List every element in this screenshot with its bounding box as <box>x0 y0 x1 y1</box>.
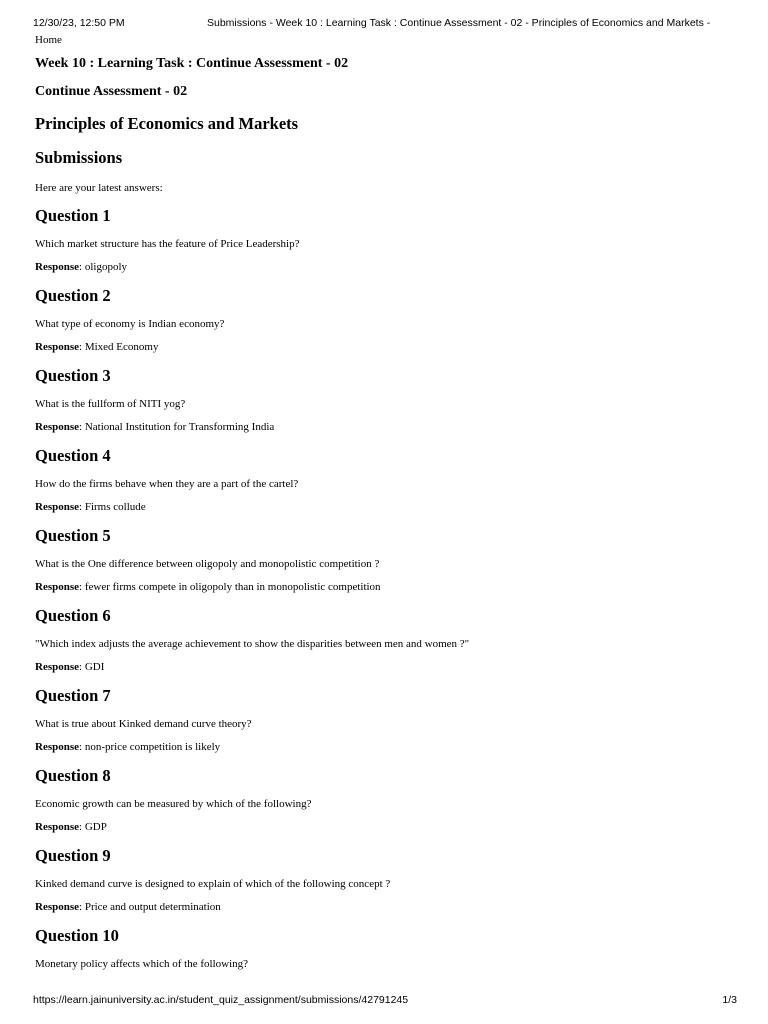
response-label: Response <box>35 421 80 433</box>
question-response: Response: Mixed Economy <box>35 341 159 353</box>
print-header <box>33 17 748 31</box>
question-text: What is true about Kinked demand curve theory? <box>35 718 252 730</box>
response-label: Response <box>35 901 80 913</box>
question-text: What is the fullform of NITI yog? <box>35 398 186 410</box>
response-label: Response <box>35 661 80 673</box>
response-label: Response <box>35 261 80 273</box>
question-title: Question 4 <box>35 446 111 465</box>
question-response: Response: National Institution for Transforming India <box>35 421 275 433</box>
questions-list <box>35 207 735 971</box>
question-title: Question 10 <box>35 926 119 945</box>
print-page-number: 1/3 <box>722 994 737 1006</box>
response-value: Price and output determination <box>84 901 221 913</box>
week-heading: Week 10 : Learning Task : Continue Assessment - 02 <box>35 56 349 71</box>
breadcrumb-home-link[interactable]: Home <box>35 34 62 46</box>
question-text: "Which index adjusts the average achievement to show the disparities between men and women ?" <box>35 638 470 650</box>
question-block <box>35 847 735 914</box>
question-block <box>35 927 735 971</box>
intro-text: Here are your latest answers: <box>35 182 163 194</box>
course-heading: Principles of Economics and Markets <box>35 114 299 133</box>
response-value: Firms collude <box>84 501 146 513</box>
question-response: Response: non-price competition is likely <box>35 741 221 753</box>
print-footer <box>33 994 737 1008</box>
question-response: Response: GDP <box>35 821 107 833</box>
response-value: fewer firms compete in oligopoly than in monopolistic competition <box>84 581 381 593</box>
submissions-heading: Submissions <box>35 148 123 167</box>
response-value: oligopoly <box>84 261 127 273</box>
response-label: Response <box>35 341 80 353</box>
question-block <box>35 687 735 754</box>
question-block <box>35 287 735 354</box>
print-url: https://learn.jainuniversity.ac.in/student_quiz_assignment/submissions/42791245 <box>33 994 409 1006</box>
response-value: GDI <box>84 661 105 673</box>
question-title: Question 9 <box>35 846 111 865</box>
question-block <box>35 527 735 594</box>
response-value: National Institution for Transforming India <box>84 421 275 433</box>
question-block <box>35 607 735 674</box>
question-block <box>35 767 735 834</box>
response-label: Response <box>35 501 80 513</box>
response-value: non-price competition is likely <box>84 741 221 753</box>
question-text: Economic growth can be measured by which of the following? <box>35 798 312 810</box>
question-text: What is the One difference between oligopoly and monopolistic competition ? <box>35 558 380 570</box>
response-value: Mixed Economy <box>84 341 159 353</box>
response-value: GDP <box>84 821 107 833</box>
question-title: Question 5 <box>35 526 111 545</box>
question-response: Response: Firms collude <box>35 501 146 513</box>
main-content <box>35 34 735 984</box>
question-title: Question 1 <box>35 206 111 225</box>
question-title: Question 7 <box>35 686 111 705</box>
question-block <box>35 447 735 514</box>
question-text: Kinked demand curve is designed to explain of which of the following concept ? <box>35 878 391 890</box>
question-title: Question 2 <box>35 286 111 305</box>
question-response: Response: oligopoly <box>35 261 127 273</box>
response-label: Response <box>35 741 80 753</box>
question-text: How do the firms behave when they are a part of the cartel? <box>35 478 299 490</box>
question-title: Question 8 <box>35 766 111 785</box>
question-text: Monetary policy affects which of the following? <box>35 958 249 970</box>
response-label: Response <box>35 821 80 833</box>
question-response: Response: GDI <box>35 661 105 673</box>
question-block <box>35 367 735 434</box>
question-text: What type of economy is Indian economy? <box>35 318 225 330</box>
question-title: Question 6 <box>35 606 111 625</box>
print-page-title: Submissions - Week 10 : Learning Task : Continue Assessment - 02 - Principles of Economics and Markets - <box>207 17 711 29</box>
response-label: Response <box>35 581 80 593</box>
question-text: Which market structure has the feature of Price Leadership? <box>35 238 300 250</box>
question-block <box>35 207 735 274</box>
question-response: Response: fewer firms compete in oligopoly than in monopolistic competition <box>35 581 381 593</box>
assessment-heading: Continue Assessment - 02 <box>35 84 188 99</box>
question-response: Response: Price and output determination <box>35 901 221 913</box>
question-title: Question 3 <box>35 366 111 385</box>
print-datetime: 12/30/23, 12:50 PM <box>33 17 125 29</box>
